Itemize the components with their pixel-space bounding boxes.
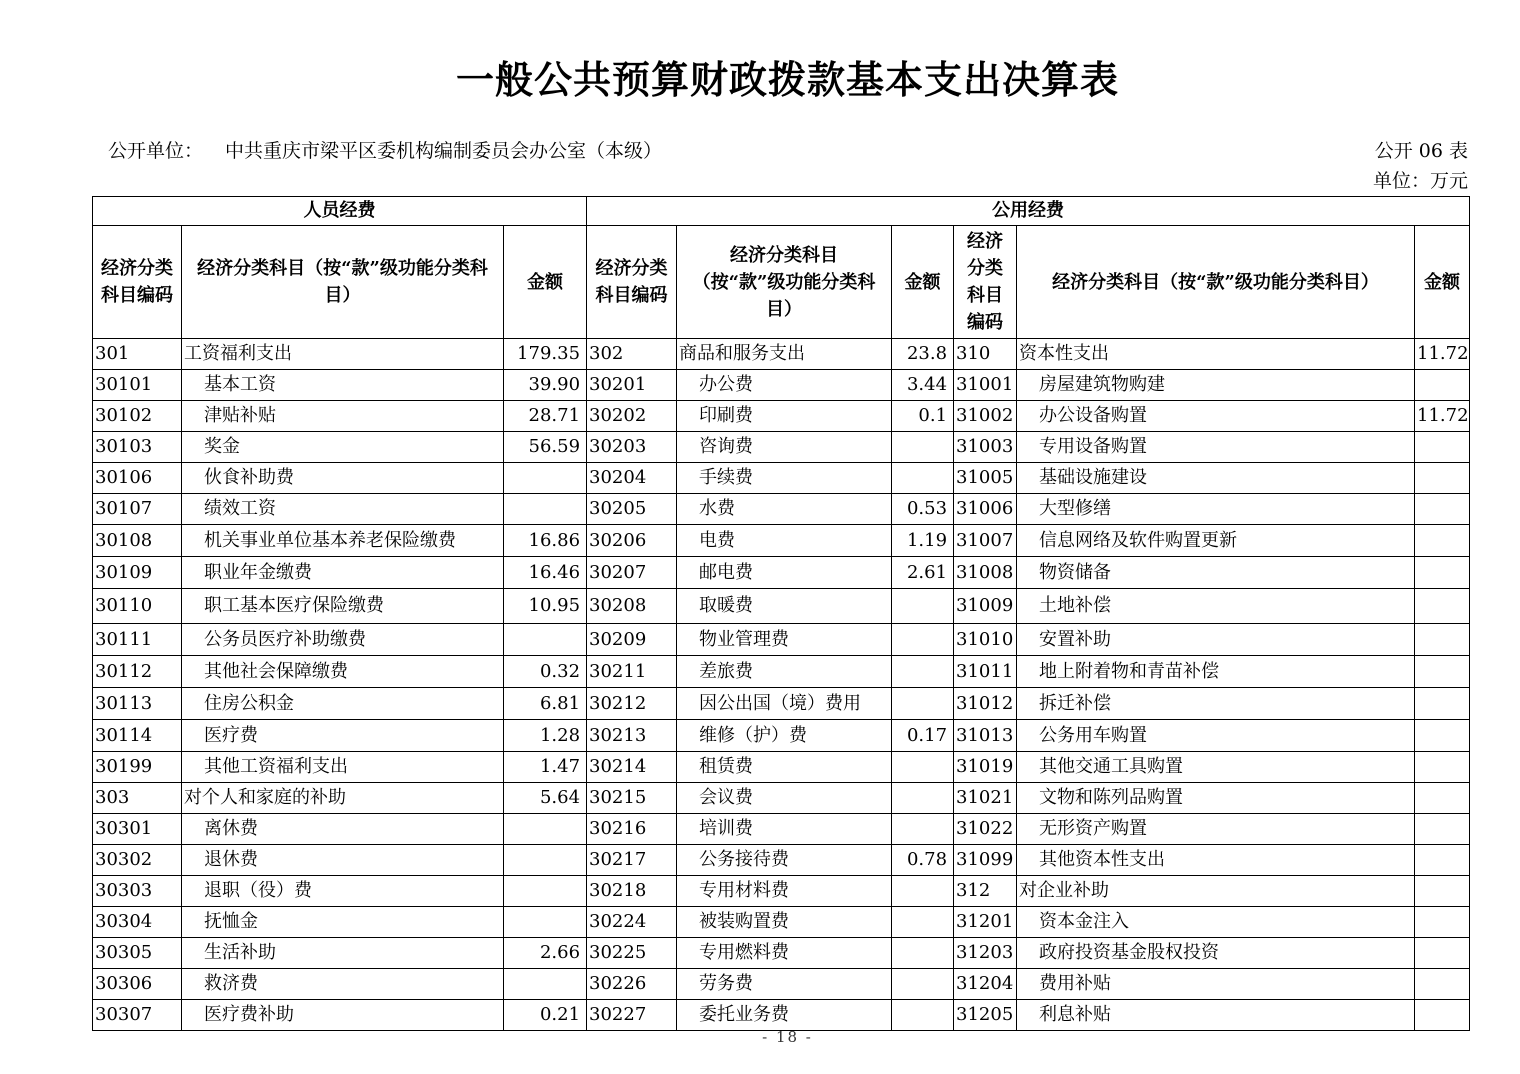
name-cell: 公务用车购置: [1017, 720, 1415, 752]
code-cell: 30217: [587, 845, 677, 876]
table-row: [93, 783, 1470, 814]
amount-cell: [892, 938, 954, 969]
amount-cell: 0.78: [892, 845, 954, 876]
name-cell: 维修（护）费: [677, 720, 892, 752]
amount-cell: [1415, 589, 1470, 624]
code-cell: 30206: [587, 525, 677, 557]
group-header-row: [93, 197, 1470, 226]
amount-cell: [504, 494, 587, 525]
amount-cell: [1415, 814, 1470, 845]
name-cell: 对个人和家庭的补助: [182, 783, 504, 814]
code-cell: 30209: [587, 624, 677, 656]
page-number: - 18 -: [762, 1028, 813, 1046]
amount-cell: 0.17: [892, 720, 954, 752]
group-personnel: 人员经费: [93, 197, 587, 226]
name-cell: 电费: [677, 525, 892, 557]
amount-cell: 1.47: [504, 752, 587, 783]
amount-cell: [1415, 938, 1470, 969]
code-cell: 31019: [954, 752, 1017, 783]
code-cell: 30214: [587, 752, 677, 783]
name-cell: 信息网络及软件购置更新: [1017, 525, 1415, 557]
name-cell: 基本工资: [182, 370, 504, 401]
amount-cell: [504, 969, 587, 1000]
table-row: [93, 525, 1470, 557]
name-cell: 医疗费: [182, 720, 504, 752]
amount-cell: [1415, 525, 1470, 557]
name-cell: 专用设备购置: [1017, 432, 1415, 463]
amount-cell: 2.61: [892, 557, 954, 589]
name-cell: 办公费: [677, 370, 892, 401]
code-cell: 31007: [954, 525, 1017, 557]
code-cell: 30303: [93, 876, 182, 907]
name-cell: 手续费: [677, 463, 892, 494]
table-row: [93, 845, 1470, 876]
code-cell: 302: [587, 339, 677, 370]
name-cell: 工资福利支出: [182, 339, 504, 370]
code-cell: 31099: [954, 845, 1017, 876]
name-cell: 培训费: [677, 814, 892, 845]
amount-cell: 0.32: [504, 656, 587, 688]
amount-cell: 10.95: [504, 589, 587, 624]
amount-cell: [892, 656, 954, 688]
amount-cell: 16.46: [504, 557, 587, 589]
table-row: [93, 339, 1470, 370]
code-cell: 30208: [587, 589, 677, 624]
name-cell: 物资储备: [1017, 557, 1415, 589]
name-cell: 无形资产购置: [1017, 814, 1415, 845]
amount-cell: 179.35: [504, 339, 587, 370]
amount-cell: 39.90: [504, 370, 587, 401]
name-cell: 公务接待费: [677, 845, 892, 876]
code-cell: 30302: [93, 845, 182, 876]
name-cell: 退职（役）费: [182, 876, 504, 907]
amount-cell: [892, 783, 954, 814]
amount-cell: [892, 876, 954, 907]
amount-cell: [892, 624, 954, 656]
amount-cell: 2.66: [504, 938, 587, 969]
amount-cell: [504, 814, 587, 845]
name-cell: 专用燃料费: [677, 938, 892, 969]
amount-cell: [892, 589, 954, 624]
code-cell: 30103: [93, 432, 182, 463]
form-number: 公开 06 表: [1374, 140, 1468, 162]
code-cell: 30218: [587, 876, 677, 907]
amount-cell: [504, 463, 587, 494]
name-cell: 生活补助: [182, 938, 504, 969]
name-cell: 其他社会保障缴费: [182, 656, 504, 688]
name-cell: 绩效工资: [182, 494, 504, 525]
code-cell: 30112: [93, 656, 182, 688]
name-cell: 地上附着物和青苗补偿: [1017, 656, 1415, 688]
name-cell: 奖金: [182, 432, 504, 463]
amount-cell: [892, 969, 954, 1000]
amount-cell: [1415, 1000, 1470, 1031]
code-cell: 30211: [587, 656, 677, 688]
table-row: [93, 401, 1470, 432]
code-cell: 301: [93, 339, 182, 370]
code-cell: 31011: [954, 656, 1017, 688]
header-name: 经济分类科目（按“款”级功能分类科目）: [1017, 226, 1415, 339]
table-row: [93, 494, 1470, 525]
name-cell: 抚恤金: [182, 907, 504, 938]
amount-cell: [1415, 845, 1470, 876]
code-cell: 30205: [587, 494, 677, 525]
amount-cell: 1.28: [504, 720, 587, 752]
unit-name: 中共重庆市梁平区委机构编制委员会办公室（本级）: [225, 140, 663, 162]
name-cell: 商品和服务支出: [677, 339, 892, 370]
amount-cell: 3.44: [892, 370, 954, 401]
name-cell: 其他资本性支出: [1017, 845, 1415, 876]
code-cell: 31006: [954, 494, 1017, 525]
code-cell: 30108: [93, 525, 182, 557]
column-header-row: [93, 226, 1470, 339]
code-cell: 303: [93, 783, 182, 814]
code-cell: 31022: [954, 814, 1017, 845]
name-cell: 大型修缮: [1017, 494, 1415, 525]
header-name: 经济分类科目（按“款”级功能分类科目）: [677, 226, 892, 339]
amount-cell: 11.72: [1415, 339, 1470, 370]
name-cell: 公务员医疗补助缴费: [182, 624, 504, 656]
name-cell: 房屋建筑物购建: [1017, 370, 1415, 401]
table-row: [93, 907, 1470, 938]
amount-cell: [1415, 432, 1470, 463]
code-cell: 30202: [587, 401, 677, 432]
code-cell: 31010: [954, 624, 1017, 656]
amount-cell: 5.64: [504, 783, 587, 814]
name-cell: 资本性支出: [1017, 339, 1415, 370]
name-cell: 印刷费: [677, 401, 892, 432]
amount-cell: [1415, 720, 1470, 752]
table-row: [93, 370, 1470, 401]
name-cell: 水费: [677, 494, 892, 525]
name-cell: 津贴补贴: [182, 401, 504, 432]
name-cell: 拆迁补偿: [1017, 688, 1415, 720]
code-cell: 30114: [93, 720, 182, 752]
amount-cell: [1415, 752, 1470, 783]
header-amount: 金额: [1415, 226, 1470, 339]
name-cell: 离休费: [182, 814, 504, 845]
amount-cell: 0.21: [504, 1000, 587, 1031]
name-cell: 利息补贴: [1017, 1000, 1415, 1031]
table-row: [93, 624, 1470, 656]
code-cell: 30204: [587, 463, 677, 494]
code-cell: 31009: [954, 589, 1017, 624]
header-name: 经济分类科目（按“款”级功能分类科目）: [182, 226, 504, 339]
code-cell: 30212: [587, 688, 677, 720]
group-public: 公用经费: [587, 197, 1470, 226]
code-cell: 31002: [954, 401, 1017, 432]
table-row: [93, 752, 1470, 783]
code-cell: 30199: [93, 752, 182, 783]
code-cell: 30213: [587, 720, 677, 752]
table-row: [93, 876, 1470, 907]
code-cell: 31005: [954, 463, 1017, 494]
code-cell: 30216: [587, 814, 677, 845]
amount-cell: [1415, 370, 1470, 401]
code-cell: 30109: [93, 557, 182, 589]
name-cell: 劳务费: [677, 969, 892, 1000]
code-cell: 30304: [93, 907, 182, 938]
name-cell: 土地补偿: [1017, 589, 1415, 624]
code-cell: 30226: [587, 969, 677, 1000]
code-cell: 31021: [954, 783, 1017, 814]
amount-cell: [1415, 463, 1470, 494]
table-row: [93, 589, 1470, 624]
amount-cell: [1415, 624, 1470, 656]
header-amount: 金额: [892, 226, 954, 339]
name-cell: 专用材料费: [677, 876, 892, 907]
amount-cell: 56.59: [504, 432, 587, 463]
name-cell: 职业年金缴费: [182, 557, 504, 589]
code-cell: 30102: [93, 401, 182, 432]
amount-cell: 16.86: [504, 525, 587, 557]
name-cell: 政府投资基金股权投资: [1017, 938, 1415, 969]
name-cell: 退休费: [182, 845, 504, 876]
code-cell: 31001: [954, 370, 1017, 401]
amount-cell: [504, 907, 587, 938]
name-cell: 基础设施建设: [1017, 463, 1415, 494]
amount-cell: 1.19: [892, 525, 954, 557]
code-cell: 31204: [954, 969, 1017, 1000]
code-cell: 30113: [93, 688, 182, 720]
name-cell: 住房公积金: [182, 688, 504, 720]
name-cell: 办公设备购置: [1017, 401, 1415, 432]
amount-cell: [1415, 494, 1470, 525]
amount-cell: [1415, 656, 1470, 688]
table-row: [93, 557, 1470, 589]
amount-cell: 28.71: [504, 401, 587, 432]
amount-cell: [892, 432, 954, 463]
code-cell: 30207: [587, 557, 677, 589]
amount-cell: [892, 752, 954, 783]
code-cell: 30215: [587, 783, 677, 814]
amount-cell: 23.8: [892, 339, 954, 370]
code-cell: 30201: [587, 370, 677, 401]
header-code: 经济分类科目编码: [93, 226, 182, 339]
name-cell: 邮电费: [677, 557, 892, 589]
code-cell: 30107: [93, 494, 182, 525]
amount-cell: 0.53: [892, 494, 954, 525]
name-cell: 救济费: [182, 969, 504, 1000]
amount-cell: [504, 624, 587, 656]
table-row: [93, 432, 1470, 463]
table-row: [93, 688, 1470, 720]
amount-cell: [1415, 557, 1470, 589]
table-row: [93, 720, 1470, 752]
code-cell: 31008: [954, 557, 1017, 589]
page-title: 一般公共预算财政拨款基本支出决算表: [455, 57, 1119, 102]
name-cell: 委托业务费: [677, 1000, 892, 1031]
unit-info: [108, 138, 662, 164]
table-row: [93, 1000, 1470, 1031]
name-cell: 费用补贴: [1017, 969, 1415, 1000]
amount-cell: [892, 814, 954, 845]
code-cell: 30227: [587, 1000, 677, 1031]
table-row: [93, 969, 1470, 1000]
table-row: [93, 656, 1470, 688]
amount-cell: [1415, 969, 1470, 1000]
name-cell: 因公出国（境）费用: [677, 688, 892, 720]
table-body: [93, 339, 1470, 1031]
name-cell: 对企业补助: [1017, 876, 1415, 907]
name-cell: 会议费: [677, 783, 892, 814]
code-cell: 30225: [587, 938, 677, 969]
amount-cell: 11.72: [1415, 401, 1470, 432]
code-cell: 30301: [93, 814, 182, 845]
currency-unit: 单位：万元: [1372, 170, 1468, 192]
amount-cell: [1415, 688, 1470, 720]
amount-cell: 0.1: [892, 401, 954, 432]
name-cell: 取暖费: [677, 589, 892, 624]
amount-cell: [892, 1000, 954, 1031]
code-cell: 30101: [93, 370, 182, 401]
code-cell: 30306: [93, 969, 182, 1000]
code-cell: 30224: [587, 907, 677, 938]
header-code: 经济分类科目编码: [954, 226, 1017, 339]
expenditure-table: [92, 196, 1470, 1031]
name-cell: 职工基本医疗保险缴费: [182, 589, 504, 624]
amount-cell: 6.81: [504, 688, 587, 720]
amount-cell: [1415, 783, 1470, 814]
table-row: [93, 814, 1470, 845]
name-cell: 机关事业单位基本养老保险缴费: [182, 525, 504, 557]
code-cell: 30307: [93, 1000, 182, 1031]
name-cell: 安置补助: [1017, 624, 1415, 656]
amount-cell: [892, 907, 954, 938]
code-cell: 30111: [93, 624, 182, 656]
code-cell: 30305: [93, 938, 182, 969]
name-cell: 其他工资福利支出: [182, 752, 504, 783]
name-cell: 咨询费: [677, 432, 892, 463]
amount-cell: [892, 688, 954, 720]
amount-cell: [892, 463, 954, 494]
code-cell: 31012: [954, 688, 1017, 720]
name-cell: 资本金注入: [1017, 907, 1415, 938]
code-cell: 312: [954, 876, 1017, 907]
name-cell: 伙食补助费: [182, 463, 504, 494]
code-cell: 31201: [954, 907, 1017, 938]
amount-cell: [1415, 876, 1470, 907]
name-cell: 文物和陈列品购置: [1017, 783, 1415, 814]
unit-label: 公开单位：: [108, 140, 204, 162]
code-cell: 31013: [954, 720, 1017, 752]
code-cell: 30106: [93, 463, 182, 494]
amount-cell: [1415, 907, 1470, 938]
header-amount: 金额: [504, 226, 587, 339]
code-cell: 310: [954, 339, 1017, 370]
amount-cell: [504, 876, 587, 907]
code-cell: 31003: [954, 432, 1017, 463]
code-cell: 30110: [93, 589, 182, 624]
name-cell: 租赁费: [677, 752, 892, 783]
amount-cell: [504, 845, 587, 876]
table-row: [93, 938, 1470, 969]
code-cell: 30203: [587, 432, 677, 463]
code-cell: 31203: [954, 938, 1017, 969]
header-code: 经济分类科目编码: [587, 226, 677, 339]
table-row: [93, 463, 1470, 494]
code-cell: 31205: [954, 1000, 1017, 1031]
name-cell: 医疗费补助: [182, 1000, 504, 1031]
name-cell: 差旅费: [677, 656, 892, 688]
name-cell: 被装购置费: [677, 907, 892, 938]
name-cell: 其他交通工具购置: [1017, 752, 1415, 783]
name-cell: 物业管理费: [677, 624, 892, 656]
